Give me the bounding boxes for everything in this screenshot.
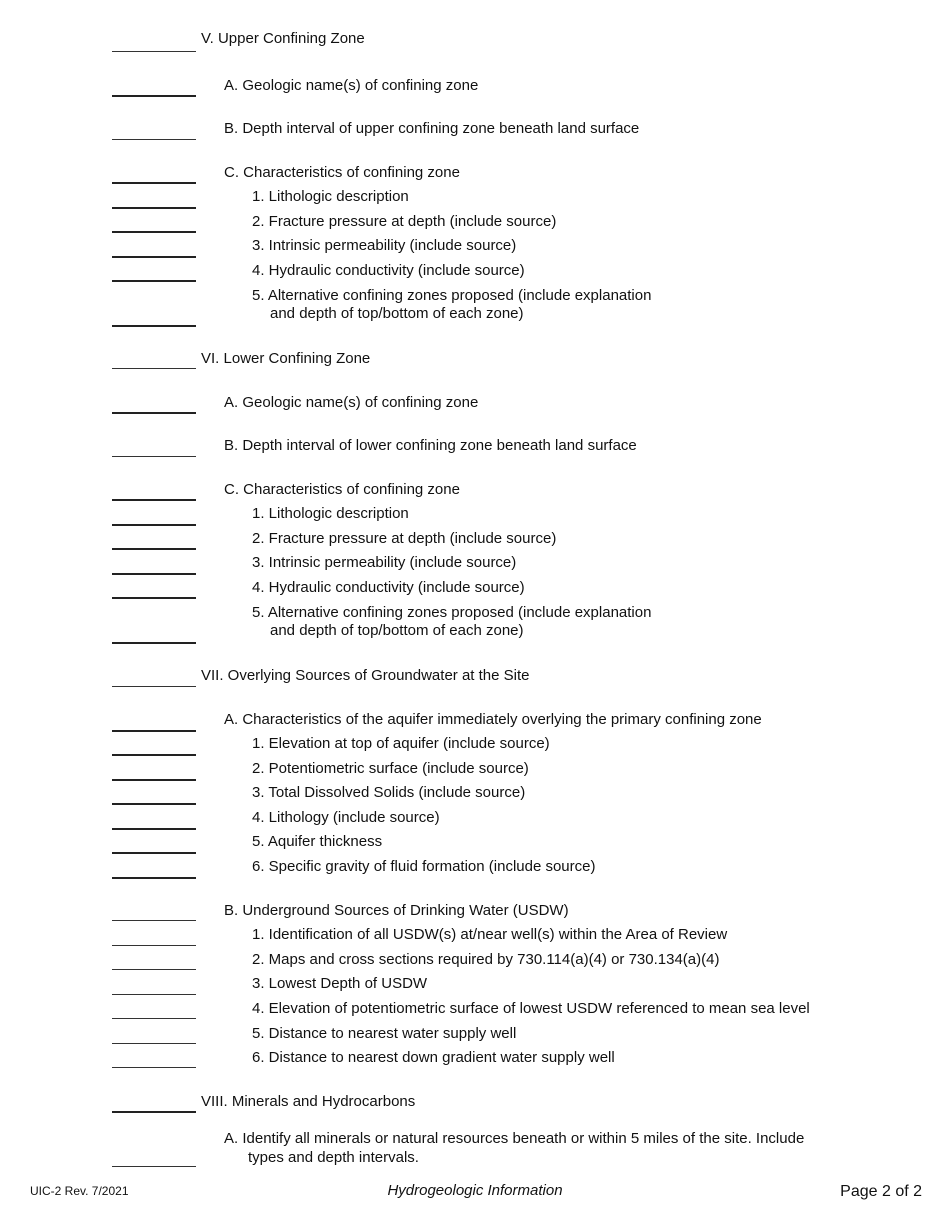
item-label-continuation: types and depth intervals. bbox=[248, 1149, 419, 1166]
checkbox-blank[interactable] bbox=[112, 412, 196, 414]
sub-item: 1. Identification of all USDW(s) at/near well(s) within the Area of Review bbox=[252, 926, 728, 943]
checkbox-blank[interactable] bbox=[112, 231, 196, 233]
checkbox-blank[interactable] bbox=[112, 95, 196, 97]
checkbox-blank[interactable] bbox=[112, 573, 196, 575]
checkbox-blank[interactable] bbox=[112, 499, 196, 501]
checkbox-blank[interactable] bbox=[112, 548, 196, 550]
sub-item: 2. Fracture pressure at depth (include source) bbox=[252, 530, 557, 547]
sub-item: 5. Aquifer thickness bbox=[252, 833, 383, 850]
checkbox-blank[interactable] bbox=[112, 325, 196, 327]
checkbox-blank[interactable] bbox=[112, 803, 196, 805]
checkbox-blank[interactable] bbox=[112, 524, 196, 526]
item-label: A. Identify all minerals or natural resources beneath or within 5 miles of the site. Include bbox=[224, 1130, 805, 1147]
item-label: B. Depth interval of upper confining zone beneath land surface bbox=[224, 120, 640, 137]
checkbox-blank[interactable] bbox=[112, 1067, 196, 1068]
checkbox-blank[interactable] bbox=[112, 920, 196, 921]
checkbox-blank[interactable] bbox=[112, 877, 196, 879]
item-label: A. Geologic name(s) of confining zone bbox=[224, 77, 479, 94]
checkbox-blank[interactable] bbox=[112, 597, 196, 599]
sub-item: 1. Elevation at top of aquifer (include source) bbox=[252, 735, 550, 752]
item-label: C. Characteristics of confining zone bbox=[224, 481, 460, 498]
section-heading: VII. Overlying Sources of Groundwater at the Site bbox=[201, 667, 530, 684]
sub-item: 4. Elevation of potentiometric surface of lowest USDW referenced to mean sea level bbox=[252, 1000, 810, 1017]
checkbox-blank[interactable] bbox=[112, 642, 196, 644]
sub-item: 1. Lithologic description bbox=[252, 188, 409, 205]
sub-item: 5. Distance to nearest water supply well bbox=[252, 1025, 517, 1042]
item-label: C. Characteristics of confining zone bbox=[224, 164, 460, 181]
checkbox-blank[interactable] bbox=[112, 852, 196, 854]
checkbox-blank[interactable] bbox=[112, 456, 196, 457]
footer-page-number: Page 2 of 2 bbox=[840, 1183, 922, 1200]
checkbox-blank[interactable] bbox=[112, 280, 196, 282]
sub-item: 3. Total Dissolved Solids (include source) bbox=[252, 784, 526, 801]
sub-item: 3. Intrinsic permeability (include source) bbox=[252, 237, 517, 254]
sub-item: 5. Alternative confining zones proposed (include explanation bbox=[252, 604, 652, 621]
sub-item: 6. Distance to nearest down gradient water supply well bbox=[252, 1049, 615, 1066]
sub-item-continuation: and depth of top/bottom of each zone) bbox=[270, 305, 524, 322]
checkbox-blank[interactable] bbox=[112, 686, 196, 687]
sub-item: 6. Specific gravity of fluid formation (include source) bbox=[252, 858, 596, 875]
footer-form-number: UIC-2 Rev. 7/2021 bbox=[30, 1184, 129, 1198]
section-heading: VIII. Minerals and Hydrocarbons bbox=[201, 1093, 416, 1110]
sub-item: 1. Lithologic description bbox=[252, 505, 409, 522]
checkbox-blank[interactable] bbox=[112, 1166, 196, 1167]
sub-item-continuation: and depth of top/bottom of each zone) bbox=[270, 622, 524, 639]
item-label: A. Characteristics of the aquifer immediately overlying the primary confining zone bbox=[224, 711, 762, 728]
sub-item: 4. Hydraulic conductivity (include source) bbox=[252, 579, 525, 596]
item-label: B. Depth interval of lower confining zone beneath land surface bbox=[224, 437, 637, 454]
section-heading: V. Upper Confining Zone bbox=[201, 30, 365, 47]
checkbox-blank[interactable] bbox=[112, 1018, 196, 1019]
checkbox-blank[interactable] bbox=[112, 730, 196, 732]
checkbox-blank[interactable] bbox=[112, 182, 196, 184]
footer-title: Hydrogeologic Information bbox=[387, 1182, 563, 1199]
checkbox-blank[interactable] bbox=[112, 256, 196, 258]
checkbox-blank[interactable] bbox=[112, 828, 196, 830]
checkbox-blank[interactable] bbox=[112, 1111, 196, 1113]
section-heading: VI. Lower Confining Zone bbox=[201, 350, 371, 367]
item-label: B. Underground Sources of Drinking Water (USDW) bbox=[224, 902, 569, 919]
checkbox-blank[interactable] bbox=[112, 754, 196, 756]
checkbox-blank[interactable] bbox=[112, 969, 196, 970]
item-label: A. Geologic name(s) of confining zone bbox=[224, 394, 479, 411]
checkbox-blank[interactable] bbox=[112, 139, 196, 140]
sub-item: 5. Alternative confining zones proposed (include explanation bbox=[252, 287, 652, 304]
sub-item: 4. Hydraulic conductivity (include source) bbox=[252, 262, 525, 279]
checkbox-blank[interactable] bbox=[112, 994, 196, 995]
sub-item: 2. Fracture pressure at depth (include source) bbox=[252, 213, 557, 230]
checkbox-blank[interactable] bbox=[112, 945, 196, 946]
checkbox-blank[interactable] bbox=[112, 1043, 196, 1044]
sub-item: 2. Maps and cross sections required by 730.114(a)(4) or 730.134(a)(4) bbox=[252, 951, 720, 968]
sub-item: 2. Potentiometric surface (include source) bbox=[252, 760, 529, 777]
checkbox-blank[interactable] bbox=[112, 51, 196, 52]
sub-item: 4. Lithology (include source) bbox=[252, 809, 440, 826]
checkbox-blank[interactable] bbox=[112, 368, 196, 369]
checkbox-blank[interactable] bbox=[112, 779, 196, 781]
sub-item: 3. Lowest Depth of USDW bbox=[252, 975, 428, 992]
checkbox-blank[interactable] bbox=[112, 207, 196, 209]
sub-item: 3. Intrinsic permeability (include source) bbox=[252, 554, 517, 571]
